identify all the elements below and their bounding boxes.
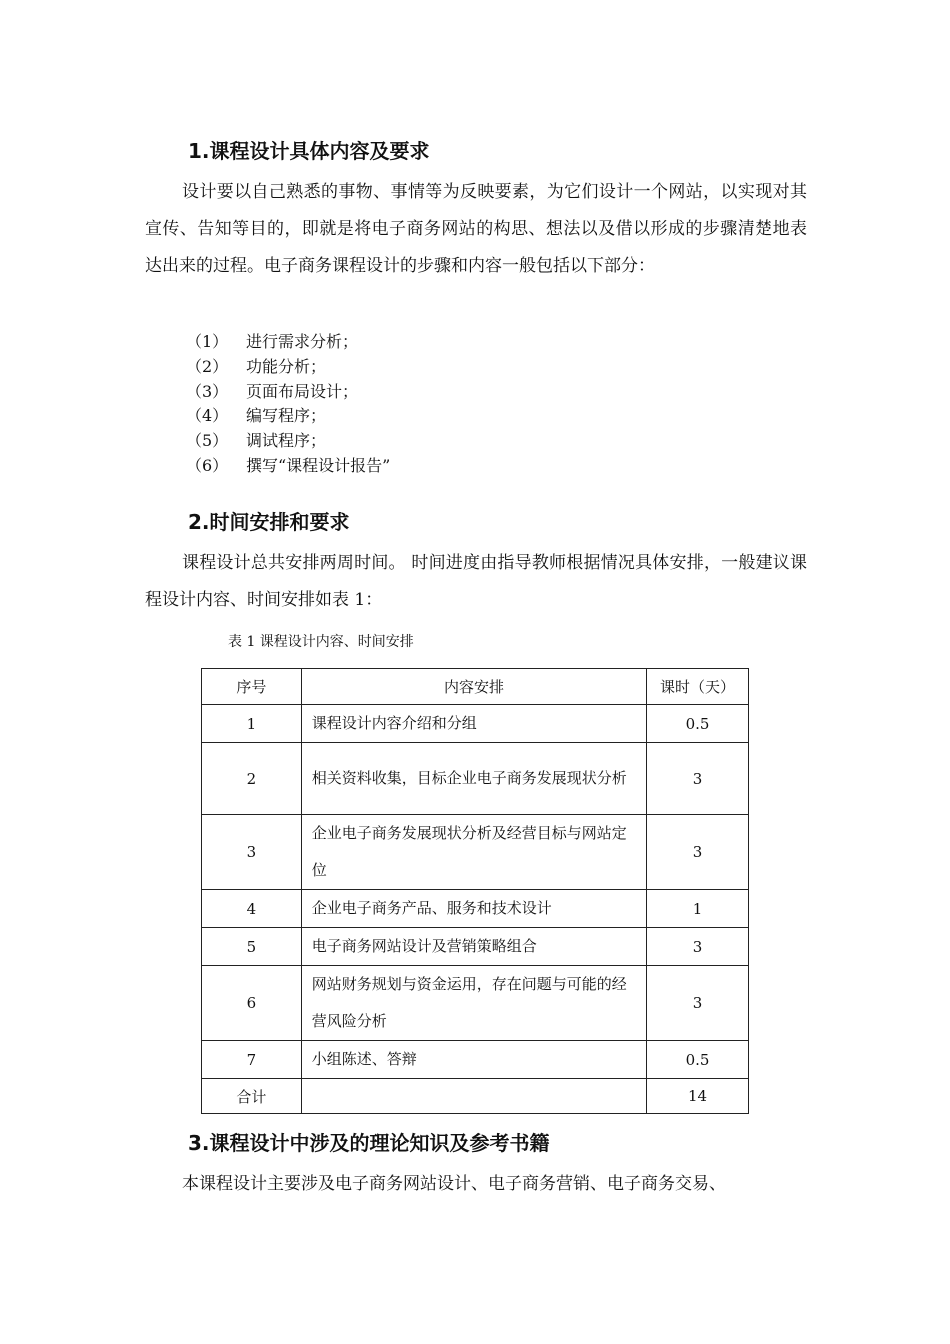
schedule-table — [201, 668, 749, 1114]
table-row: 4 企业电子商务产品、服务和技术设计 1 — [202, 890, 749, 928]
table-row: 3 企业电子商务发展现状分析及经营目标与网站定位 3 — [202, 815, 749, 890]
header-days: 课时（天） — [647, 669, 749, 705]
section2-paragraph: 课程设计总共安排两周时间。 时间进度由指导教师根据情况具体安排，一般建议课程设计内容、时间安排如表 1： — [145, 553, 807, 610]
table-total-row: 合计 14 — [202, 1079, 749, 1114]
table-row: 7 小组陈述、答辩 0.5 — [202, 1041, 749, 1079]
list-item: （6） 撰写“课程设计报告” — [186, 455, 391, 475]
section3-paragraph: 本课程设计主要涉及电子商务网站设计、电子商务营销、电子商务交易、 — [182, 1174, 726, 1194]
list-item: （3） 页面布局设计； — [186, 381, 359, 401]
header-no: 序号 — [202, 669, 302, 705]
table-header-row — [202, 669, 749, 705]
list-item: （4） 编写程序； — [186, 406, 327, 426]
list-item: （5） 调试程序； — [186, 431, 327, 451]
table-row: 5 电子商务网站设计及营销策略组合 3 — [202, 928, 749, 966]
header-content: 内容安排 — [301, 669, 646, 705]
steps-list — [186, 330, 390, 479]
table-row: 1 课程设计内容介绍和分组 0.5 — [202, 705, 749, 743]
list-item: （1） 进行需求分析； — [186, 332, 359, 351]
section2-heading: 2.时间安排和要求 — [188, 510, 350, 534]
table-caption: 表 1 课程设计内容、时间安排 — [228, 634, 414, 650]
table-row: 2 相关资料收集，目标企业电子商务发展现状分析 3 — [202, 743, 749, 815]
list-item: （2） 功能分析； — [186, 356, 327, 376]
section1-heading: 1.课程设计具体内容及要求 — [188, 139, 430, 163]
section1-paragraph: 设计要以自己熟悉的事物、事情等为反映要素，为它们设计一个网站，以实现对其宣传、告知等目的，即就是将电子商务网站的构思、想法以及借以形成的步骤清楚地表达出来的过程。电子商务课程设计的步骤和内容一般包括以下部分： — [145, 182, 807, 276]
section3-heading: 3.课程设计中涉及的理论知识及参考书籍 — [188, 1131, 550, 1155]
table-row: 6 网站财务规划与资金运用，存在问题与可能的经营风险分析 3 — [202, 966, 749, 1041]
